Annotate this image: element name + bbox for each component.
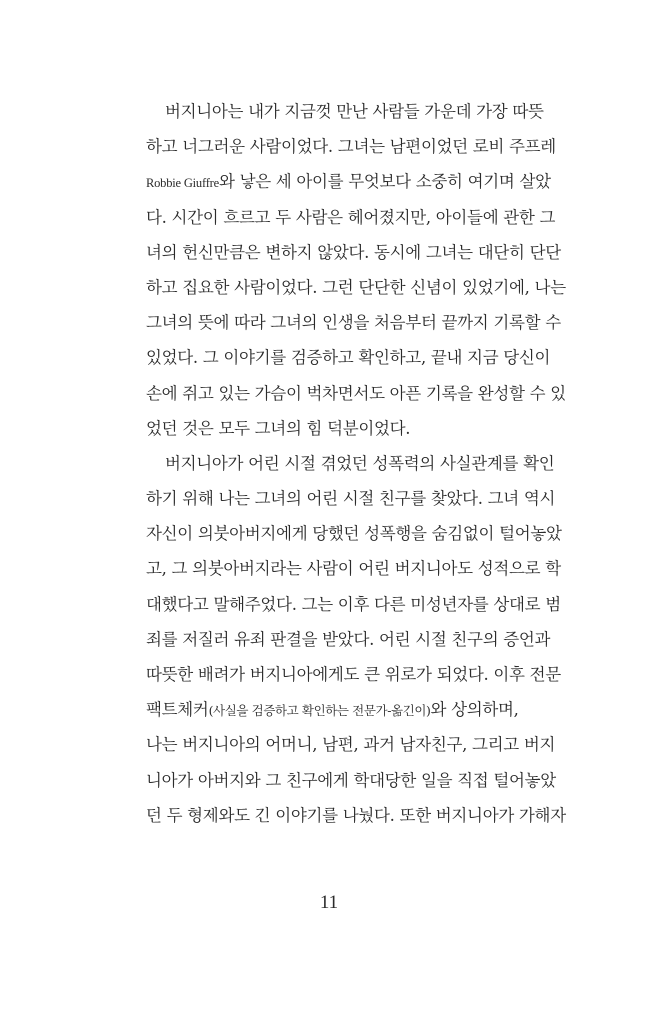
text-line: 하기 위해 나는 그녀의 어린 시절 친구를 찾았다. 그녀 역시 — [146, 489, 556, 509]
text-line: 고, 그 의붓아버지라는 사람이 어린 버지니아도 성적으로 학 — [146, 559, 561, 579]
page-number: 11 — [319, 892, 339, 913]
body-text — [146, 94, 566, 833]
text-line: 다. 시간이 흐르고 두 사람은 헤어졌지만, 아이들에 관한 그 — [146, 207, 556, 227]
text-line: 하고 너그러운 사람이었다. 그녀는 남편이었던 로비 주프레 — [146, 137, 556, 157]
text-line: 죄를 저질러 유죄 판결을 받았다. 어린 시절 친구의 증언과 — [146, 629, 551, 649]
text-line: 버지니아는 내가 지금껏 만난 사람들 가운데 가장 따뜻 — [165, 102, 544, 121]
text-line: 대했다고 말해주었다. 그는 이후 다른 미성년자를 상대로 범 — [146, 594, 561, 614]
text-line: 녀의 헌신만큼은 변하지 않았다. 동시에 그녀는 대단히 단단 — [146, 242, 561, 262]
text-line: 니아가 아버지와 그 친구에게 학대당한 일을 직접 털어놓았 — [146, 770, 556, 790]
text-line: 그녀의 뜻에 따라 그녀의 인생을 처음부터 끝까지 기록할 수 — [146, 313, 561, 333]
text-line: 있었다. 그 이야기를 검증하고 확인하고, 끝내 지금 당신이 — [146, 348, 551, 368]
translator-note: (사실을 검증하고 확인하는 전문가-옮긴이) — [208, 703, 431, 719]
latin-name: Robbie Giuffre — [146, 176, 219, 191]
text-span: 팩트체커 — [146, 700, 209, 720]
text-line — [146, 164, 551, 199]
text-line: 따뜻한 배려가 버지니아에게도 큰 위로가 되었다. 이후 전문 — [146, 665, 561, 684]
text-line: 손에 쥐고 있는 가슴이 벅차면서도 아픈 기록을 완성할 수 있 — [146, 383, 566, 403]
text-line: 버지니아가 어린 시절 겪었던 성폭력의 사실관계를 확인 — [165, 453, 555, 473]
text-line: 하고 집요한 사람이었다. 그런 단단한 신념이 있었기에, 나는 — [146, 277, 566, 297]
text-span: 와 상의하며, — [430, 700, 519, 720]
text-line: 었던 것은 모두 그녀의 힘 덕분이었다. — [146, 418, 411, 438]
text-span: 와 낳은 세 아이를 무엇보다 소중히 여기며 살았 — [219, 172, 551, 192]
text-line: 던 두 형제와도 긴 이야기를 나눴다. 또한 버지니아가 가해자 — [146, 805, 566, 825]
text-line — [146, 692, 519, 727]
text-line: 자신이 의붓아버지에게 당했던 성폭행을 숨김없이 털어놓았 — [146, 524, 562, 544]
text-line: 나는 버지니아의 어머니, 남편, 과거 남자친구, 그리고 버지 — [146, 735, 556, 755]
